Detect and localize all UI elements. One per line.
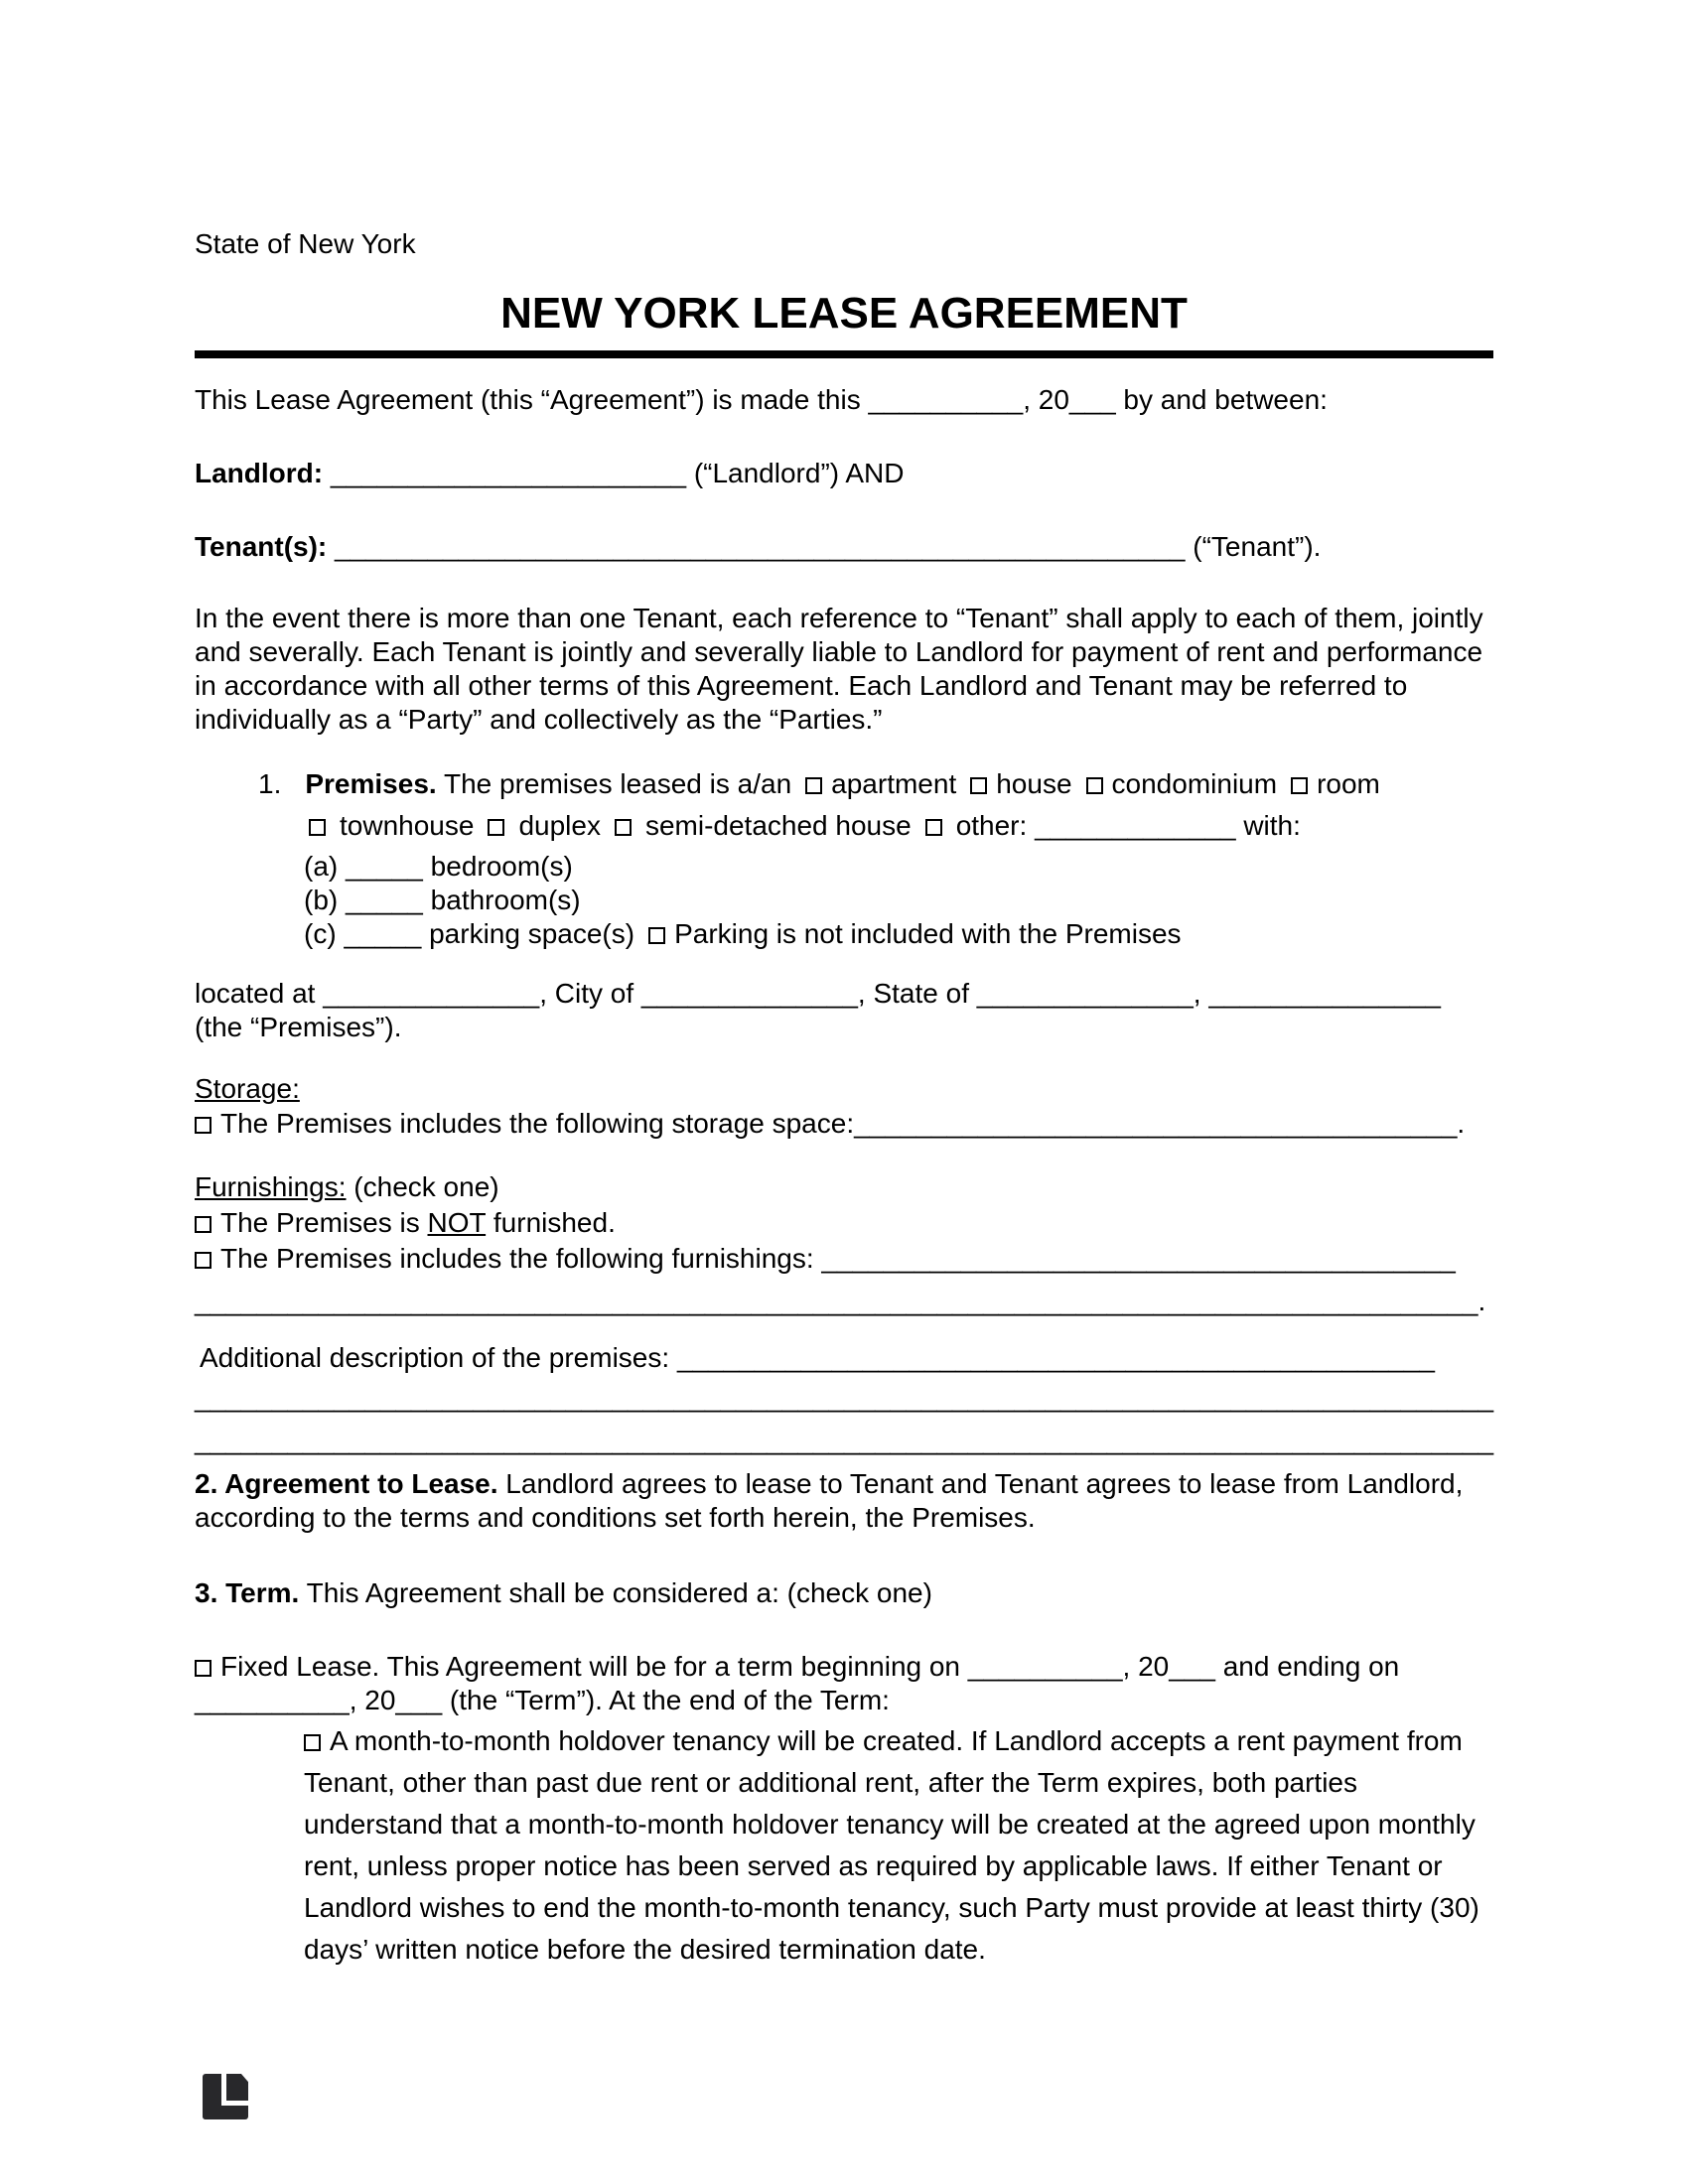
furnishings-blank-2[interactable]: ___________________________________________________________________________________. — [195, 1286, 1486, 1316]
option-label-condominium: condominium — [1111, 768, 1278, 799]
term-heading: 3. Term. — [195, 1577, 300, 1608]
option-label-townhouse: townhouse — [340, 810, 475, 841]
bathrooms-label: bathroom(s) — [430, 885, 581, 915]
option-label-house: house — [996, 768, 1072, 799]
parking-blank[interactable]: _____ — [344, 918, 422, 949]
checkbox-duplex[interactable] — [488, 819, 504, 836]
term-paragraph: 3. Term. This Agreement shall be considered a: (check one) — [195, 1577, 932, 1608]
option-label-duplex: duplex — [518, 810, 601, 841]
with-label: with: — [1243, 810, 1301, 841]
checkbox-other[interactable] — [925, 819, 942, 836]
furnishings-note: (check one) — [353, 1171, 499, 1202]
includes-furnishings-label: The Premises includes the following furnishings: — [220, 1243, 814, 1274]
premises-lead: The premises leased is a/an — [443, 768, 792, 799]
located-block — [195, 977, 1493, 1044]
checkbox-storage-space[interactable] — [195, 1117, 211, 1134]
option-label-other: other: — [955, 810, 1028, 841]
located-line: located at ______________, City of ______________, State of ______________, _______________ — [195, 978, 1441, 1009]
parking-not-included-label: Parking is not included with the Premises — [674, 918, 1182, 949]
storage-blank[interactable]: _______________________________________. — [854, 1108, 1466, 1139]
checkbox-room[interactable] — [1291, 777, 1308, 794]
includes-furnishings-line — [195, 1241, 1493, 1277]
tenant-label: Tenant(s): — [195, 531, 328, 562]
list-number: 1. — [258, 768, 282, 799]
checkbox-holdover-tenancy[interactable] — [304, 1734, 321, 1751]
landlord-label: Landlord: — [195, 458, 324, 488]
landlord-line — [195, 457, 1493, 490]
storage-option-label: The Premises includes the following storage space: — [220, 1108, 855, 1139]
state-label: State of New York — [195, 228, 416, 259]
checkbox-semi-detached-house[interactable] — [615, 819, 632, 836]
landlord-blank[interactable]: _______________________ (“Landlord”) AND — [330, 458, 905, 488]
checkbox-parking-not-included[interactable] — [648, 927, 665, 944]
bedrooms-line — [304, 850, 1493, 884]
item-prefix-c: (c) — [304, 918, 337, 949]
checkbox-apartment[interactable] — [805, 777, 822, 794]
checkbox-fixed-lease[interactable] — [195, 1660, 211, 1677]
furnishings-heading: Furnishings: (check one) — [195, 1171, 499, 1202]
opening-paragraph: This Lease Agreement (this “Agreement”) is made this __________, 20___ by and between: — [195, 384, 1328, 415]
checkbox-townhouse[interactable] — [309, 819, 326, 836]
title-rule — [195, 350, 1493, 358]
page-title: NEW YORK LEASE AGREEMENT — [500, 289, 1188, 338]
parking-line — [304, 917, 1493, 951]
additional-description-blank[interactable]: _________________________________________________ — [676, 1342, 1435, 1373]
blank-line[interactable]: ____________________________________________________________________________________ — [195, 1425, 1494, 1455]
storage-heading: Storage: — [195, 1073, 300, 1104]
tenant-line — [195, 530, 1493, 564]
checkbox-includes-furnishings[interactable] — [195, 1252, 211, 1269]
blank-line[interactable]: ____________________________________________________________________________________ — [195, 1382, 1494, 1413]
premises-line-1 — [258, 763, 1493, 805]
holdover-tenancy-option: A month-to-month holdover tenancy will be created. If Landlord accepts a rent payment from Tenant, other than past due rent or additional rent, after the Term expires, both parties understand that a month-to-month holdover tenancy will be created at the agreed upon monthly rent, unless proper notice has been served as required by applicable laws. If either Tenant or Landlord wishes to end the month-to-month tenancy, such Party must provide at least thirty (30) days’ written notice before the desired termination date. — [304, 1725, 1479, 1965]
checkbox-condominium[interactable] — [1086, 777, 1103, 794]
item-prefix-a: (a) — [304, 851, 339, 882]
parking-label: parking space(s) — [429, 918, 635, 949]
premises-defined-line: (the “Premises”). — [195, 1012, 402, 1042]
checkbox-house[interactable] — [970, 777, 987, 794]
agreement-to-lease-heading: 2. Agreement to Lease. — [195, 1468, 498, 1499]
tenant-blank[interactable]: _______________________________________________________ (“Tenant”). — [335, 531, 1322, 562]
bedrooms-label: bedroom(s) — [430, 851, 573, 882]
fixed-lease-option: Fixed Lease. This Agreement will be for a term beginning on __________, 20___ and ending on __________, 20___ (the “Term”). At the end of the Term: — [195, 1651, 1400, 1715]
storage-option-line — [195, 1106, 1493, 1141]
option-label-apartment: apartment — [831, 768, 957, 799]
additional-description-label: Additional description of the premises: — [200, 1342, 670, 1373]
premises-heading: Premises. — [305, 768, 437, 799]
additional-description-line — [195, 1340, 1493, 1376]
bathrooms-line — [304, 884, 1493, 917]
bedrooms-blank[interactable]: _____ — [346, 851, 423, 882]
joint-liability-paragraph: In the event there is more than one Tenant, each reference to “Tenant” shall apply to each of them, jointly and severally. Each Tenant is jointly and severally liable to Landlord for payment of rent and performance in accordance with all other terms of this Agreement. Each Landlord and Tenant may be referred to individually as a “Party” and collectively as the “Parties.” — [195, 603, 1483, 735]
option-label-room: room — [1317, 768, 1380, 799]
checkbox-not-furnished[interactable] — [195, 1216, 211, 1233]
logo-document-icon — [226, 2074, 248, 2101]
not-word: NOT — [427, 1207, 487, 1238]
item-prefix-b: (b) — [304, 885, 339, 915]
bathrooms-blank[interactable]: _____ — [346, 885, 423, 915]
logo-bottom-bar — [203, 2106, 248, 2119]
furnishings-blank-1[interactable]: _________________________________________ — [821, 1243, 1456, 1274]
not-furnished-line: The Premises is NOT furnished. — [195, 1205, 1493, 1241]
option-label-semi-detached-house: semi-detached house — [644, 810, 912, 841]
other-blank[interactable]: _____________ — [1035, 810, 1236, 841]
agreement-to-lease-paragraph: 2. Agreement to Lease. Landlord agrees to lease to Tenant and Tenant agrees to lease from Landlord, according to the terms and conditions set forth herein, the Premises. — [195, 1468, 1464, 1533]
premises-line-2 — [309, 805, 1493, 847]
legal-templates-logo — [203, 2074, 248, 2119]
